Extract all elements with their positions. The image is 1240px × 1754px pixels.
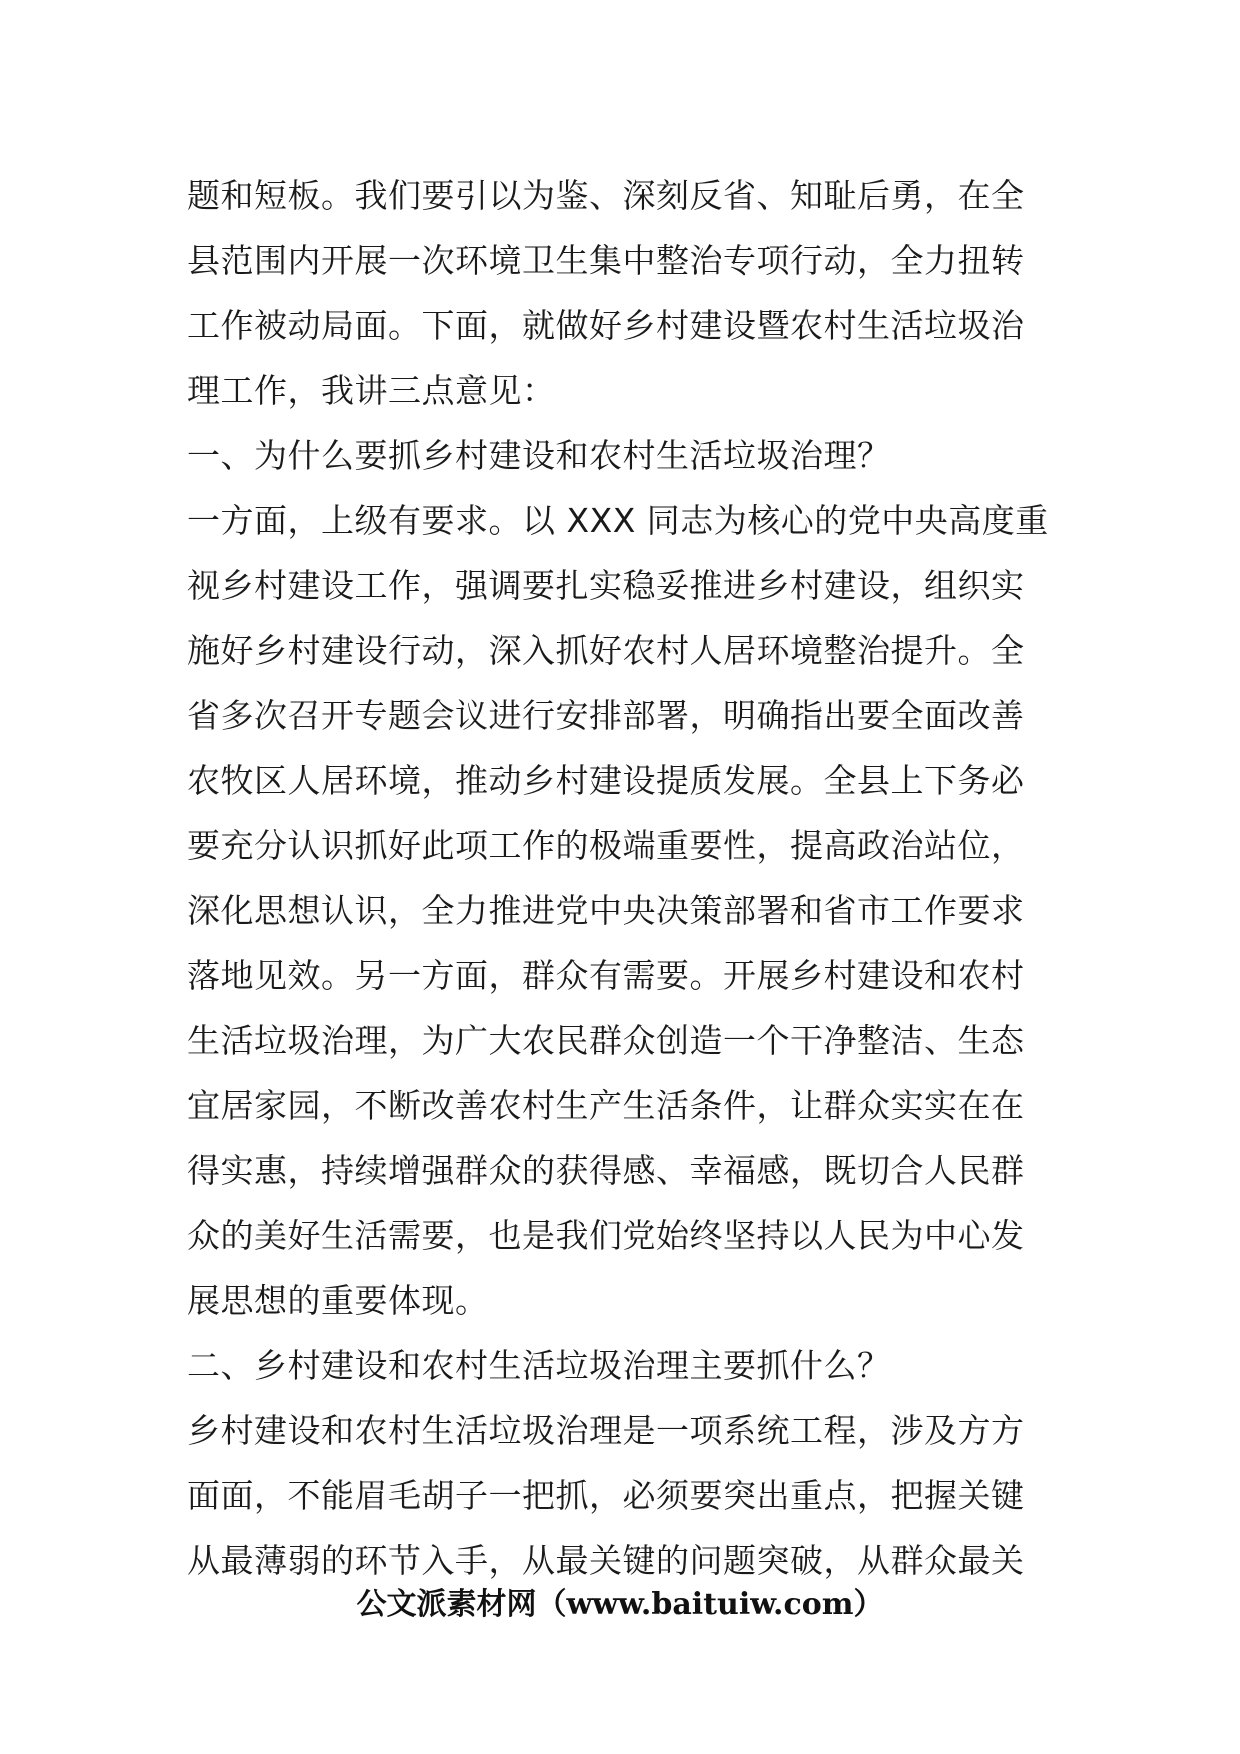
text-line: 众的美好生活需要，也是我们党始终坚持以人民为中心发 — [187, 1216, 1025, 1255]
text-line: 农牧区人居环境，推动乡村建设提质发展。全县上下务必 — [187, 761, 1025, 800]
text-line: 要充分认识抓好此项工作的极端重要性，提高政治站位， — [187, 826, 1025, 865]
section-heading: 一、为什么要抓乡村建设和农村生活垃圾治理？ — [187, 436, 891, 475]
text-line: 面面，不能眉毛胡子一把抓，必须要突出重点，把握关键 — [187, 1476, 1025, 1515]
section-heading: 二、乡村建设和农村生活垃圾治理主要抓什么？ — [187, 1346, 891, 1385]
text-line: 县范围内开展一次环境卫生集中整治专项行动，全力扭转 — [187, 241, 1025, 280]
document-body — [187, 163, 1057, 1593]
text-line: 得实惠，持续增强群众的获得感、幸福感，既切合人民群 — [187, 1151, 1025, 1190]
text-line: 省多次召开专题会议进行安排部署，明确指出要全面改善 — [187, 696, 1025, 735]
text-line: 一方面，上级有要求。以 XXX 同志为核心的党中央高度重 — [187, 501, 1049, 540]
text-line: 展思想的重要体现。 — [187, 1281, 489, 1320]
text-line: 落地见效。另一方面，群众有需要。开展乡村建设和农村 — [187, 956, 1025, 995]
text-line: 施好乡村建设行动，深入抓好农村人居环境整治提升。全 — [187, 631, 1025, 670]
text-line: 题和短板。我们要引以为鉴、深刻反省、知耻后勇，在全 — [187, 176, 1025, 215]
text-line: 从最薄弱的环节入手，从最关键的问题突破，从群众最关 — [187, 1541, 1025, 1580]
text-line: 工作被动局面。下面，就做好乡村建设暨农村生活垃圾治 — [187, 306, 1025, 345]
text-line: 宜居家园，不断改善农村生产生活条件，让群众实实在在 — [187, 1086, 1025, 1125]
text-line: 乡村建设和农村生活垃圾治理是一项系统工程，涉及方方 — [187, 1411, 1025, 1450]
text-line: 理工作，我讲三点意见： — [187, 371, 556, 410]
text-line: 视乡村建设工作，强调要扎实稳妥推进乡村建设，组织实 — [187, 566, 1025, 605]
text-line: 生活垃圾治理，为广大农民群众创造一个干净整洁、生态 — [187, 1021, 1025, 1060]
text-line: 深化思想认识，全力推进党中央决策部署和省市工作要求 — [187, 891, 1025, 930]
footer-watermark: 公文派素材网（www.baituiw.com） — [356, 1587, 884, 1622]
